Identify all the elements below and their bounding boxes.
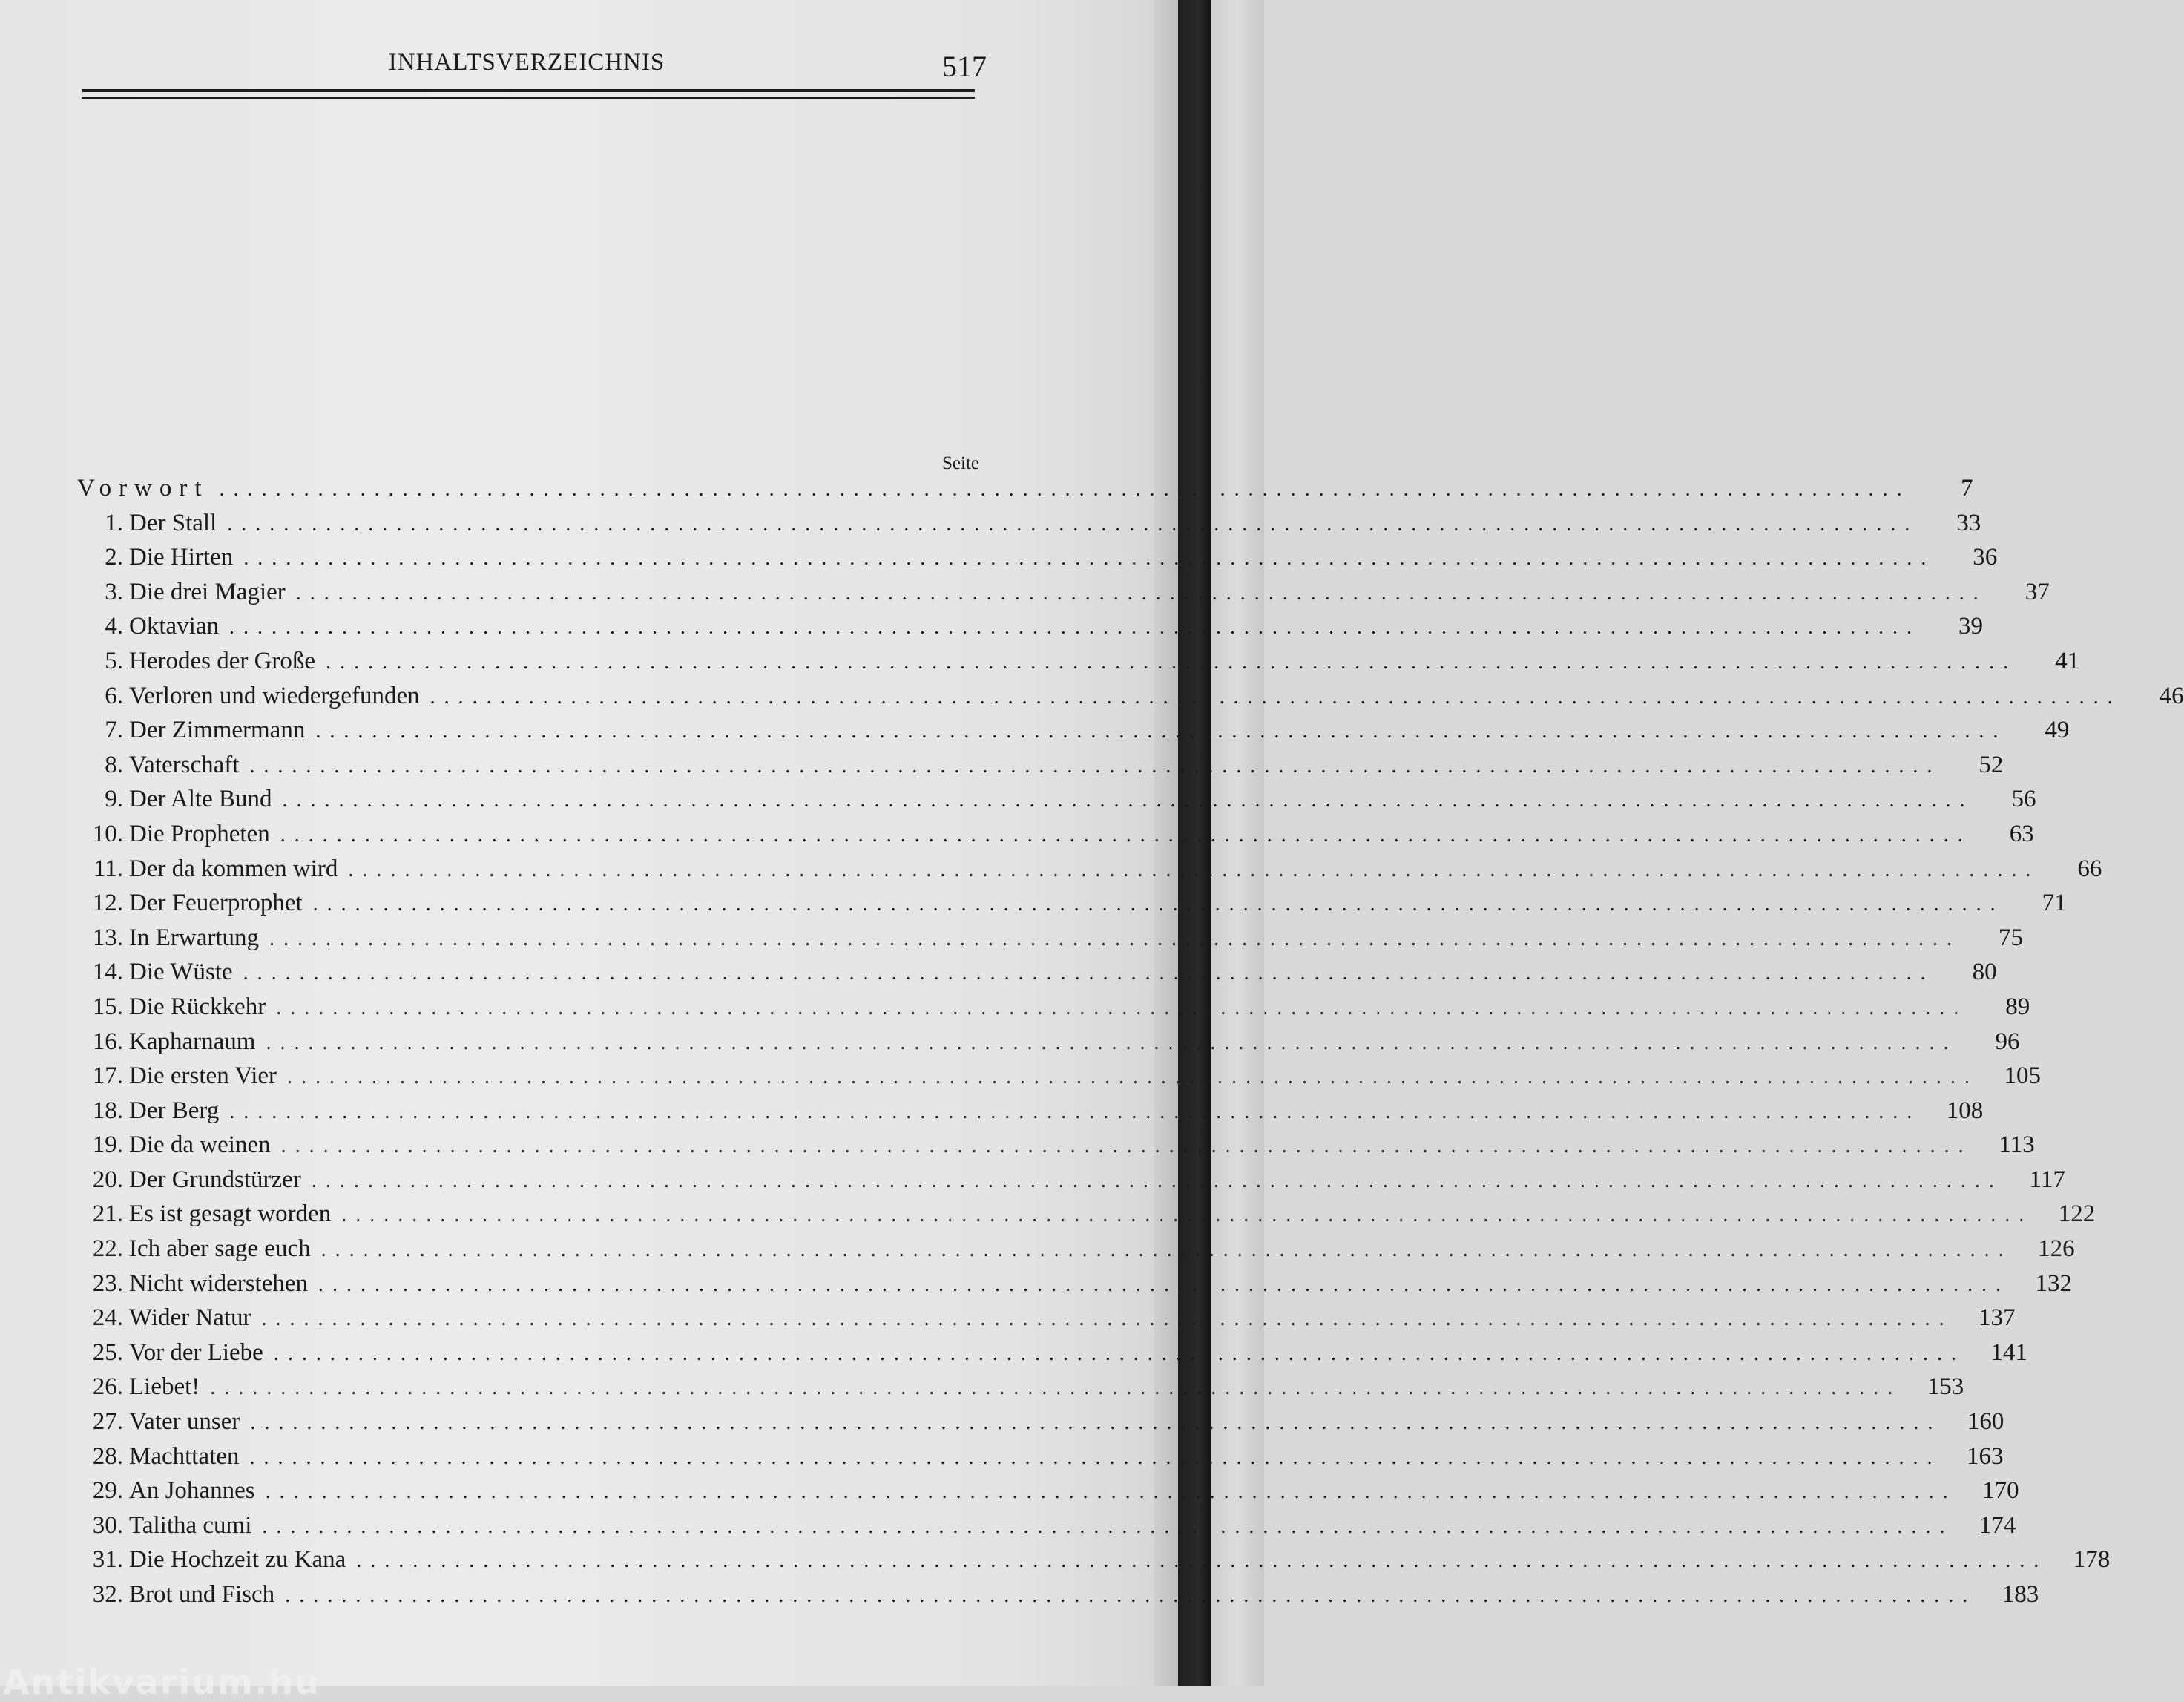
toc-title: Herodes der Große bbox=[129, 647, 316, 674]
toc-row bbox=[77, 717, 2070, 752]
toc-page: 113 bbox=[1999, 1131, 2035, 1159]
toc-title: Verloren und wiedergefunden bbox=[129, 682, 420, 709]
toc-leader-dots: ........................................................................................................................ bbox=[356, 1549, 2048, 1573]
toc-row bbox=[77, 1200, 2096, 1235]
toc-number: 30. bbox=[92, 1511, 123, 1539]
toc-leader-dots: ........................................................................................................................ bbox=[261, 1307, 1953, 1331]
toc-number: 17. bbox=[92, 1062, 123, 1090]
toc-title: Vaterschaft bbox=[129, 751, 240, 778]
toc-row bbox=[77, 1028, 2020, 1063]
toc-number: 2. bbox=[105, 544, 123, 571]
toc-title: Oktavian bbox=[129, 613, 219, 640]
toc-leader-dots: ........................................................................................................................ bbox=[430, 685, 2122, 709]
toc-row bbox=[77, 647, 2080, 683]
toc-row bbox=[77, 1581, 2039, 1616]
toc-page: 56 bbox=[2011, 786, 2036, 813]
toc-row bbox=[77, 1062, 2041, 1097]
toc-leader-dots: ........................................................................................................................ bbox=[243, 547, 1935, 571]
toc-page: 178 bbox=[2073, 1546, 2111, 1574]
toc-leader-dots: ........................................................................................................................ bbox=[320, 1238, 2013, 1262]
toc-page: 49 bbox=[2045, 717, 2070, 744]
toc-row bbox=[77, 1097, 1984, 1132]
toc-number: 28. bbox=[92, 1442, 123, 1470]
toc-row bbox=[77, 1477, 2019, 1512]
toc-page: 52 bbox=[1979, 751, 2004, 778]
toc-page: 160 bbox=[1967, 1408, 2004, 1436]
toc-title: Die Hirten bbox=[129, 544, 234, 571]
toc-page: 183 bbox=[2002, 1581, 2039, 1608]
header-rule-thick bbox=[82, 89, 975, 92]
toc-title: Liebet! bbox=[129, 1373, 200, 1401]
toc-title: Die drei Magier bbox=[129, 578, 286, 605]
toc-page: 75 bbox=[1999, 924, 2024, 951]
toc-title: In Erwartung bbox=[129, 924, 260, 951]
toc-leader-dots: ........................................................................................................................ bbox=[250, 1411, 1942, 1435]
toc-row bbox=[77, 1235, 2075, 1270]
toc-number: 11. bbox=[93, 855, 123, 882]
toc-title: Der Stall bbox=[129, 509, 217, 536]
toc-title: Vor der Liebe bbox=[129, 1338, 263, 1366]
toc-row bbox=[77, 855, 2102, 890]
toc-page: 105 bbox=[2004, 1062, 2041, 1090]
toc-row bbox=[77, 924, 2024, 959]
table-of-contents bbox=[77, 475, 2184, 1616]
toc-title: Machttaten bbox=[129, 1442, 240, 1470]
toc-title: Die Wüste bbox=[129, 959, 233, 986]
toc-leader-dots: ........................................................................................................................ bbox=[262, 1514, 1954, 1538]
toc-leader-dots: ........................................................................................................................ bbox=[269, 927, 1961, 950]
toc-leader-dots: ........................................................................................................................ bbox=[285, 1584, 1977, 1607]
toc-title: Der Berg bbox=[129, 1097, 220, 1124]
toc-title: Der Grundstürzer bbox=[129, 1166, 301, 1193]
toc-row bbox=[77, 1338, 2027, 1374]
toc-row bbox=[77, 890, 2067, 924]
toc-page: 122 bbox=[2058, 1200, 2096, 1228]
toc-leader-dots: ........................................................................................................................ bbox=[295, 581, 1987, 605]
toc-page: 46 bbox=[2159, 682, 2184, 709]
toc-leader-dots: ........................................................................................................................ bbox=[311, 1169, 2003, 1192]
toc-number: 24. bbox=[92, 1304, 123, 1332]
toc-leader-dots: ........................................................................................................................ bbox=[228, 616, 1921, 640]
toc-title: Der da kommen wird bbox=[129, 855, 338, 882]
toc-leader-dots: ........................................................................................................................ bbox=[315, 720, 2007, 743]
toc-leader-dots: ........................................................................................................................ bbox=[265, 1480, 1957, 1504]
toc-title: An Johannes bbox=[129, 1477, 255, 1505]
toc-page: 37 bbox=[2025, 578, 2050, 605]
toc-leader-dots: ........................................................................................................................ bbox=[249, 1445, 1941, 1469]
toc-row bbox=[77, 1511, 2016, 1547]
toc-number: 5. bbox=[105, 647, 123, 674]
toc-row bbox=[77, 1304, 2016, 1339]
toc-leader-dots: ........................................................................................................................ bbox=[312, 893, 2004, 916]
toc-leader-dots: ........................................................................................................................ bbox=[348, 858, 2040, 881]
toc-row bbox=[77, 613, 1983, 648]
toc-row bbox=[77, 751, 2004, 786]
toc-row bbox=[77, 1131, 2035, 1166]
toc-row-preface bbox=[77, 475, 1973, 510]
toc-page: 36 bbox=[1973, 544, 1998, 571]
toc-page: 66 bbox=[2077, 855, 2102, 882]
toc-leader-dots: ........................................................................................................................ bbox=[266, 1031, 1958, 1054]
toc-row bbox=[77, 1166, 2065, 1201]
toc-row bbox=[77, 578, 2050, 614]
toc-row bbox=[77, 959, 1997, 993]
toc-page: 39 bbox=[1958, 613, 1983, 640]
toc-page: 141 bbox=[1990, 1338, 2027, 1366]
toc-title: Die Propheten bbox=[129, 820, 270, 847]
toc-leader-dots: ........................................................................................................................ bbox=[229, 1100, 1921, 1123]
toc-number: 20. bbox=[92, 1166, 123, 1193]
toc-title: Talitha cumi bbox=[129, 1511, 252, 1539]
toc-leader-dots: ........................................................................................................................ bbox=[341, 1203, 2033, 1227]
toc-leader-dots: ........................................................................................................................ bbox=[219, 478, 1911, 501]
toc-page: 126 bbox=[2038, 1235, 2075, 1263]
toc-number: 16. bbox=[92, 1028, 123, 1055]
toc-title: Die Rückkehr bbox=[129, 993, 266, 1020]
header-rule-thin bbox=[82, 97, 975, 99]
toc-row bbox=[77, 786, 2036, 821]
toc-number: 14. bbox=[92, 959, 123, 986]
toc-page: 89 bbox=[2005, 993, 2030, 1020]
toc-leader-dots: ........................................................................................................................ bbox=[273, 1341, 1965, 1365]
toc-leader-dots: ........................................................................................................................ bbox=[287, 1065, 1979, 1089]
toc-leader-dots: ........................................................................................................................ bbox=[318, 1272, 2010, 1296]
toc-title: Es ist gesagt worden bbox=[129, 1200, 332, 1228]
toc-number: 22. bbox=[92, 1235, 123, 1263]
toc-number: 18. bbox=[92, 1097, 123, 1124]
toc-number: 3. bbox=[105, 578, 123, 605]
toc-number: 10. bbox=[92, 820, 123, 847]
toc-leader-dots: ........................................................................................................................ bbox=[210, 1376, 1902, 1400]
toc-number: 25. bbox=[92, 1338, 123, 1366]
toc-title: Der Zimmermann bbox=[129, 717, 306, 744]
toc-title: Die ersten Vier bbox=[129, 1062, 277, 1090]
page-column-label: Seite bbox=[942, 453, 979, 473]
toc-number: 27. bbox=[92, 1408, 123, 1436]
toc-page: 63 bbox=[2009, 820, 2034, 847]
toc-page: 41 bbox=[2055, 647, 2080, 674]
toc-page: 117 bbox=[2029, 1166, 2065, 1193]
toc-number: 7. bbox=[105, 717, 123, 744]
toc-page: 174 bbox=[1979, 1511, 2016, 1539]
page-number: 517 bbox=[942, 50, 987, 83]
toc-row bbox=[77, 993, 2030, 1028]
toc-row bbox=[77, 820, 2034, 855]
toc-page: 7 bbox=[1961, 475, 1973, 502]
toc-title: Der Feuerprophet bbox=[129, 890, 303, 917]
toc-row bbox=[77, 509, 1981, 545]
toc-number: 29. bbox=[92, 1477, 123, 1505]
toc-title: Die da weinen bbox=[129, 1131, 271, 1159]
toc-number: 31. bbox=[92, 1546, 123, 1574]
toc-row bbox=[77, 544, 1998, 579]
toc-page: 33 bbox=[1956, 509, 1981, 536]
toc-page: 96 bbox=[1995, 1028, 2020, 1055]
toc-number: 12. bbox=[92, 890, 123, 917]
toc-row bbox=[77, 1269, 2073, 1305]
toc-title: Brot und Fisch bbox=[129, 1581, 275, 1608]
toc-number: 23. bbox=[92, 1269, 123, 1297]
toc-page: 170 bbox=[1982, 1477, 2019, 1505]
toc-leader-dots: ........................................................................................................................ bbox=[282, 789, 1974, 812]
toc-page: 153 bbox=[1927, 1373, 1964, 1401]
toc-title: Kapharnaum bbox=[129, 1028, 256, 1055]
toc-leader-dots: ........................................................................................................................ bbox=[243, 962, 1935, 985]
toc-number: 13. bbox=[92, 924, 123, 951]
toc-number: 21. bbox=[92, 1200, 123, 1228]
toc-number: 4. bbox=[105, 613, 123, 640]
toc-leader-dots: ........................................................................................................................ bbox=[276, 996, 1968, 1019]
toc-number: 32. bbox=[92, 1581, 123, 1608]
toc-number: 19. bbox=[92, 1131, 123, 1159]
toc-leader-dots: ........................................................................................................................ bbox=[326, 650, 2018, 674]
toc-number: 6. bbox=[105, 682, 123, 709]
toc-leader-dots: ........................................................................................................................ bbox=[280, 823, 1972, 847]
toc-row bbox=[77, 682, 2184, 717]
toc-row bbox=[77, 1373, 1964, 1408]
toc-title: Vorwort bbox=[77, 475, 209, 502]
watermark-logo: Antikvarium.hu bbox=[3, 1662, 320, 1702]
toc-number: 26. bbox=[92, 1373, 123, 1401]
toc-title: Der Alte Bund bbox=[129, 786, 272, 813]
toc-title: Nicht widerstehen bbox=[129, 1269, 309, 1297]
toc-page: 163 bbox=[1966, 1442, 2004, 1470]
toc-number: 15. bbox=[92, 993, 123, 1020]
toc-page: 137 bbox=[1979, 1304, 2016, 1332]
page-title: INHALTSVERZEICHNIS bbox=[388, 49, 665, 76]
toc-page: 80 bbox=[1972, 959, 1997, 986]
toc-title: Wider Natur bbox=[129, 1304, 251, 1332]
toc-number: 1. bbox=[105, 509, 123, 536]
toc-row bbox=[77, 1408, 2004, 1443]
toc-leader-dots: ........................................................................................................................ bbox=[280, 1134, 1973, 1158]
toc-number: 9. bbox=[105, 786, 123, 813]
toc-number: 8. bbox=[105, 751, 123, 778]
toc-row bbox=[77, 1442, 2004, 1478]
toc-leader-dots: ........................................................................................................................ bbox=[227, 512, 1919, 536]
toc-page: 132 bbox=[2035, 1269, 2073, 1297]
toc-title: Die Hochzeit zu Kana bbox=[129, 1546, 346, 1574]
toc-page: 71 bbox=[2042, 890, 2067, 917]
toc-row bbox=[77, 1546, 2111, 1581]
toc-page: 108 bbox=[1946, 1097, 1984, 1124]
toc-title: Vater unser bbox=[129, 1408, 240, 1436]
toc-title: Ich aber sage euch bbox=[129, 1235, 311, 1263]
toc-leader-dots: ........................................................................................................................ bbox=[249, 754, 1941, 778]
